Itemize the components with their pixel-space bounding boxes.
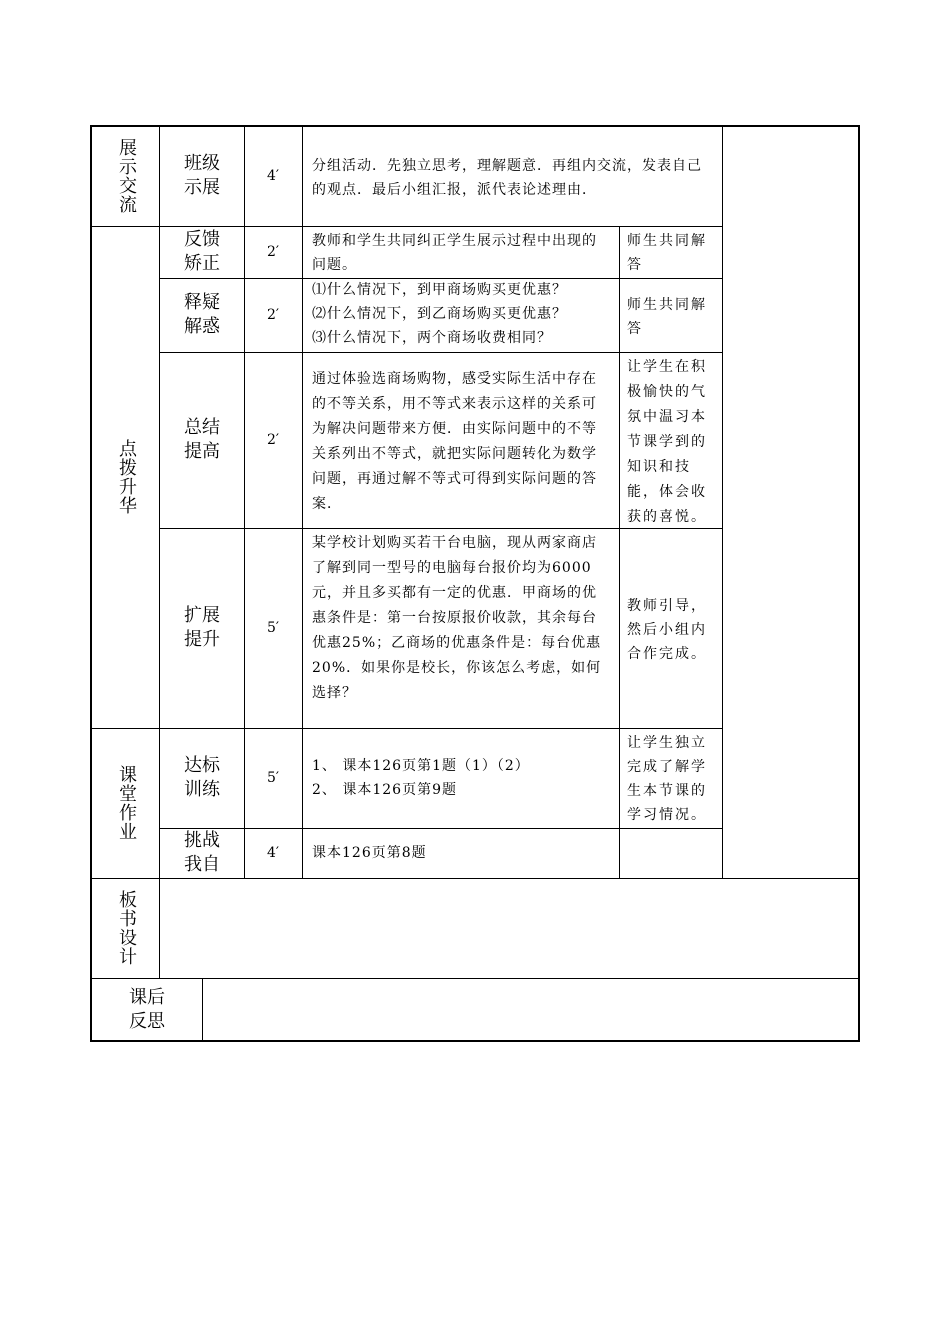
time-value: 2′ <box>266 243 280 260</box>
content-line: 1、 课本126页第1题（1）（2） <box>312 758 530 774</box>
divider-vertical <box>722 126 723 878</box>
table-border-left <box>90 125 92 1042</box>
divider-vertical <box>619 226 620 878</box>
content-line: ⑶什么情况下，两个商场收费相同？ <box>312 330 552 346</box>
stage-cell-display <box>92 126 160 226</box>
content-line: 2、 课本126页第9题 <box>312 782 457 798</box>
divider-horizontal <box>92 878 859 879</box>
activity-label: 挑战 我自 <box>184 830 220 875</box>
time-cell <box>244 126 302 226</box>
time-value: 2′ <box>266 431 280 448</box>
divider-horizontal <box>160 278 722 279</box>
table-border-top <box>90 125 860 127</box>
time-value: 2′ <box>266 306 280 323</box>
activity-cell <box>160 728 244 828</box>
divider-horizontal <box>92 226 722 227</box>
activity-label: 释疑 解惑 <box>184 292 220 337</box>
content-cell <box>302 126 722 226</box>
time-cell <box>244 226 302 278</box>
content-line: ⑵什么情况下，到乙商场购买更优惠？ <box>312 306 567 322</box>
stage-cell-homework <box>92 728 160 878</box>
content-cell <box>302 728 619 828</box>
content-line: ⑴什么情况下，到甲商场购买更优惠？ <box>312 282 567 298</box>
activity-cell <box>160 226 244 278</box>
content-text: 教师和学生共同纠正学生展示过程中出现的问题。 <box>312 233 597 273</box>
note-text: 让学生独立完成了解学生本节课的学习情况。 <box>627 735 707 823</box>
stage-cell-board-design <box>92 878 160 978</box>
note-cell <box>619 828 722 878</box>
stage-label: 点拨升华 <box>116 439 137 515</box>
divider-horizontal <box>160 352 722 353</box>
stage-cell-reflection <box>92 978 202 1042</box>
note-cell <box>619 352 722 528</box>
stage-label: 课后 反思 <box>129 987 165 1032</box>
divider-horizontal <box>92 978 859 979</box>
divider-vertical <box>302 126 303 878</box>
activity-label: 班级 示展 <box>184 153 220 198</box>
note-cell <box>619 278 722 352</box>
content-cell <box>302 278 619 352</box>
activity-cell <box>160 528 244 728</box>
note-text: 教师引导，然后小组内合作完成。 <box>627 597 707 662</box>
divider-vertical <box>244 126 245 878</box>
time-cell <box>244 528 302 728</box>
table-border-right <box>858 125 860 1042</box>
time-cell <box>244 728 302 828</box>
divider-horizontal <box>160 828 722 829</box>
stage-label: 板书设计 <box>116 890 137 966</box>
board-design-area <box>160 878 859 978</box>
stage-label: 课堂作业 <box>116 765 137 841</box>
content-cell <box>302 226 619 278</box>
time-cell <box>244 828 302 878</box>
divider-horizontal <box>92 728 722 729</box>
activity-label: 反馈 矫正 <box>184 229 220 274</box>
activity-label: 扩展 提升 <box>184 605 220 650</box>
table-border-bottom <box>90 1040 860 1042</box>
note-cell <box>619 728 722 828</box>
content-text: 通过体验选商场购物，感受实际生活中存在的不等关系，用不等式来表示这样的关系可为解决问题带来方便．由实际问题中的不等关系列出不等式，就把实际问题转化为数学问题，再通过解不等式可得到实际问题的答案． <box>312 370 597 512</box>
activity-cell <box>160 278 244 352</box>
time-cell <box>244 352 302 528</box>
content-cell <box>302 528 619 728</box>
reflection-area <box>202 978 859 1042</box>
content-text: 课本126页第8题 <box>312 845 427 861</box>
divider-vertical <box>159 126 160 978</box>
stage-label: 展示交流 <box>116 138 137 214</box>
activity-cell <box>160 352 244 528</box>
activity-label: 总结 提高 <box>184 417 220 462</box>
activity-cell <box>160 828 244 878</box>
content-text: 某学校计划购买若干台电脑，现从两家商店了解到同一型号的电脑每台报价均为6000元，并且多买都有一定的优惠．甲商场的优惠条件是：第一台按原报价收款，其余每台优惠25%；乙商场的优惠条件是：每台优惠20%．如果你是校长，你该怎么考虑，如何选择？ <box>312 535 602 701</box>
activity-label: 达标 训练 <box>184 755 220 800</box>
note-text: 师生共同解答 <box>627 233 707 273</box>
time-value: 5′ <box>266 769 280 786</box>
note-cell <box>619 226 722 278</box>
content-cell <box>302 352 619 528</box>
stage-cell-guidance <box>92 226 160 728</box>
note-text: 让学生在积极愉快的气氛中温习本节课学到的知识和技能，体会收获的喜悦。 <box>627 359 707 525</box>
content-cell <box>302 828 619 878</box>
time-value: 4′ <box>266 844 280 861</box>
time-value: 4′ <box>266 167 280 184</box>
note-cell <box>619 528 722 728</box>
content-text: 分组活动．先独立思考，理解题意．再组内交流，发表自己的观点．最后小组汇报，派代表论述理由． <box>312 157 702 198</box>
note-text: 师生共同解答 <box>627 296 707 337</box>
time-value: 5′ <box>266 619 280 636</box>
time-cell <box>244 278 302 352</box>
divider-vertical <box>202 978 203 1041</box>
divider-horizontal <box>160 528 722 529</box>
activity-cell <box>160 126 244 226</box>
